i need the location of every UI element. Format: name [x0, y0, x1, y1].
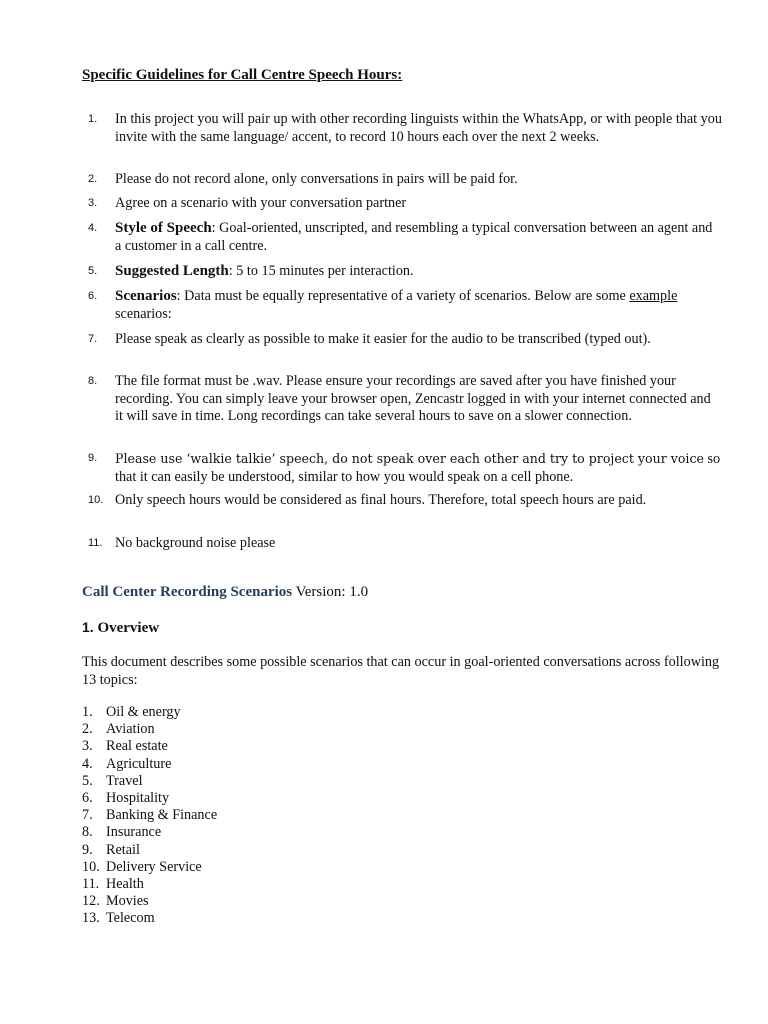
topic-number: 1.	[82, 704, 93, 720]
topic-number: 5.	[82, 772, 93, 789]
guideline-item	[82, 288, 722, 323]
overview-heading	[82, 619, 159, 637]
topic-number: 3.	[82, 738, 93, 755]
guideline-number: 9.	[88, 452, 98, 464]
guideline-lead: Style of Speech	[115, 220, 212, 236]
topic-number: 13.	[82, 910, 100, 927]
topic-item	[82, 876, 217, 893]
topic-item	[82, 859, 217, 876]
guideline-number: 8.	[88, 375, 98, 387]
guideline-text: Agree on a scenario with your conversation partner	[115, 195, 407, 211]
guideline-text: In this project you will pair up with other recording linguists within the WhatsApp, or with people that you invite with the same language/ accent, to record 10 hours each over the next 2 weeks.	[115, 111, 722, 145]
scenarios-heading-version: Version: 1.0	[292, 584, 369, 600]
topic-number: 11.	[82, 875, 100, 892]
topic-item	[82, 704, 217, 721]
guideline-lead: Suggested Length	[115, 263, 229, 279]
guideline-number: 3.	[88, 197, 98, 209]
guideline-number: 1.	[88, 113, 98, 125]
document-title: Specific Guidelines for Call Centre Speech Hours:	[82, 67, 403, 83]
guideline-text: Only speech hours would be considered as final hours. Therefore, total speech hours are paid.	[115, 492, 647, 508]
overview-number: 1.	[82, 619, 94, 635]
guideline-number: 4.	[88, 222, 98, 234]
guideline-lead: Scenarios	[115, 288, 177, 304]
guideline-number: 11.	[88, 537, 103, 549]
topic-item	[82, 807, 217, 824]
topic-label: Hospitality	[106, 789, 170, 806]
topic-item	[82, 910, 217, 927]
topic-label: Oil & energy	[106, 704, 181, 720]
topic-number: 10.	[82, 858, 100, 875]
guideline-item	[82, 171, 722, 189]
guideline-item	[82, 373, 722, 426]
guideline-body-alt-font: Please use ‘walkie talkie’ speech, do not speak over each other and try to project your voice	[115, 451, 704, 466]
guideline-body: : Goal-oriented, unscripted, and resembling a typical conversation between an agent and a customer in a call centre.	[115, 220, 713, 254]
guideline-item	[82, 450, 722, 486]
guideline-number: 2.	[88, 173, 98, 185]
guideline-text	[115, 220, 722, 255]
topic-label: Agriculture	[106, 755, 172, 772]
guideline-body: : Data must be equally representative of a variety of scenarios. Below are some	[176, 288, 630, 304]
topic-item	[82, 738, 217, 755]
topics-list	[82, 704, 217, 927]
guideline-item	[82, 492, 722, 510]
topic-label: Movies	[106, 893, 149, 910]
guideline-body-end: scenarios:	[115, 305, 172, 322]
guideline-body: : 5 to 15 minutes per interaction.	[228, 263, 414, 279]
guideline-number: 7.	[88, 333, 98, 345]
topic-number: 8.	[82, 824, 93, 841]
topic-number: 9.	[82, 841, 93, 858]
guideline-number: 6.	[88, 290, 98, 302]
guideline-item	[82, 331, 722, 349]
guideline-text	[115, 450, 722, 486]
topic-number: 6.	[82, 789, 93, 806]
topic-item	[82, 790, 217, 807]
overview-description: This document describes some possible scenarios that can occur in goal-oriented conversations across following 13 topics:	[82, 654, 720, 688]
topic-item	[82, 893, 217, 910]
guideline-item	[82, 195, 722, 213]
topic-label: Telecom	[106, 910, 155, 927]
guideline-text: No background noise please	[115, 535, 276, 551]
topic-item	[82, 756, 217, 773]
guideline-item	[82, 220, 722, 255]
topic-label: Banking & Finance	[106, 807, 218, 824]
guideline-text: The file format must be .wav. Please ensure your recordings are saved after you have finished your recording. You can simply leave your browser open, Zencastr logged in with your internet connected and it will save in time. Long recordings can take several hours to save on a slower connection.	[115, 373, 711, 424]
topic-label: Real estate	[106, 738, 168, 755]
guideline-underlined-word: example	[629, 288, 678, 304]
guideline-body: so that it can easily be understood, similar to how you would speak on a cell phone.	[115, 451, 721, 485]
topic-number: 2.	[82, 721, 93, 738]
guideline-text	[115, 263, 722, 281]
topic-label: Health	[106, 875, 144, 892]
topic-item	[82, 842, 217, 859]
guideline-item	[82, 111, 722, 146]
topic-item	[82, 773, 217, 790]
guideline-text	[115, 288, 722, 323]
topic-label: Delivery Service	[106, 858, 202, 875]
guideline-text: Please speak as clearly as possible to make it easier for the audio to be transcribed (typed out).	[115, 331, 651, 347]
topic-number: 4.	[82, 755, 93, 772]
guideline-number: 10.	[88, 494, 104, 506]
topic-number: 7.	[82, 807, 93, 824]
topic-number: 12.	[82, 893, 100, 910]
scenarios-heading	[82, 584, 368, 601]
scenarios-heading-name: Call Center Recording Scenarios	[82, 584, 293, 600]
guideline-item	[82, 535, 722, 553]
guideline-text: Please do not record alone, only conversations in pairs will be paid for.	[115, 171, 518, 187]
topic-item	[82, 721, 217, 738]
guideline-number: 5.	[88, 265, 98, 277]
guideline-item	[82, 263, 722, 281]
overview-label: Overview	[93, 620, 160, 636]
topic-label: Retail	[106, 841, 140, 858]
topic-item	[82, 824, 217, 841]
topic-label: Insurance	[106, 824, 162, 841]
topic-label: Travel	[106, 772, 143, 789]
topic-label: Aviation	[106, 721, 155, 738]
